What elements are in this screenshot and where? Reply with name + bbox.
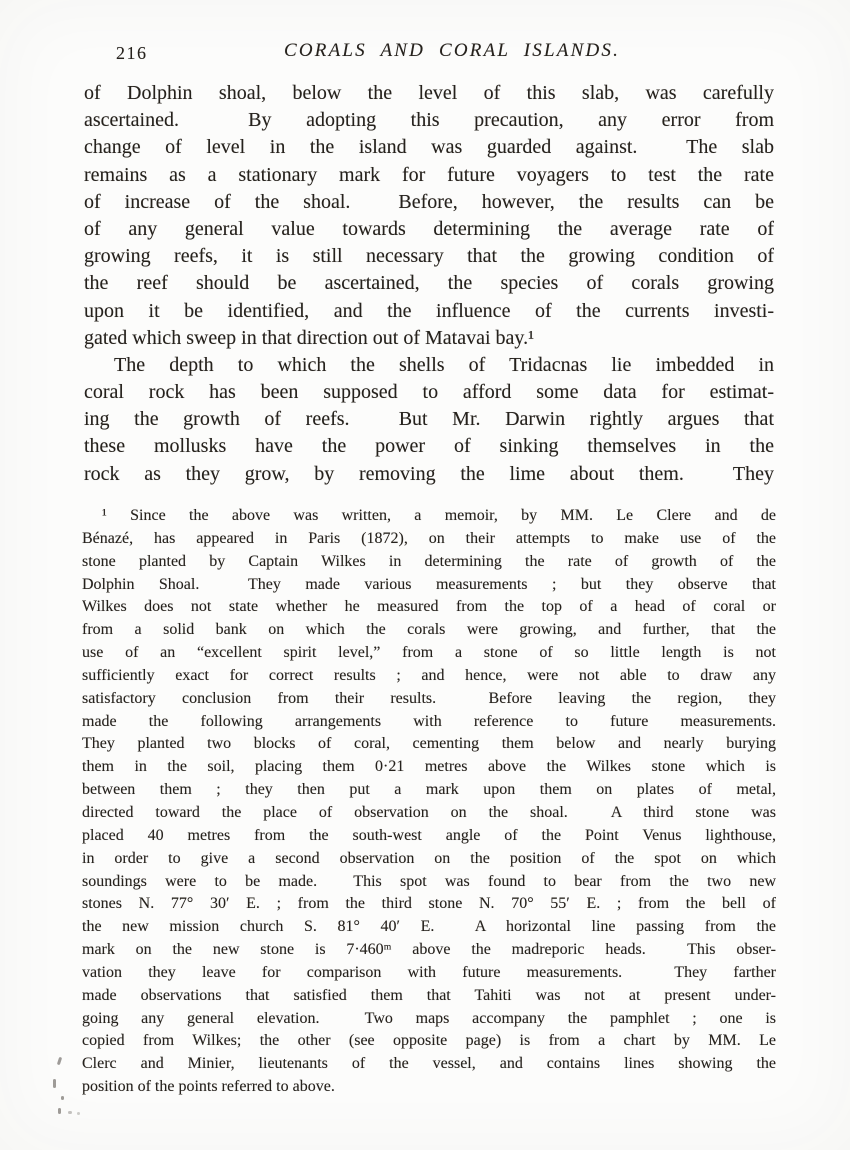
text-line: of Dolphin shoal, below the level of this slab, was carefully xyxy=(84,82,774,104)
page-number: 216 xyxy=(116,43,148,63)
text-line: upon it be identified, and the influence of the currents investi- xyxy=(84,299,774,322)
text-line: stones N. 77° 30′ E. ; from the third stone N. 70° 55′ E. ; from the bell of xyxy=(82,895,776,913)
text-line: The depth to which the shells of Tridacnas lie imbedded in xyxy=(114,353,774,376)
text-line: ing the growth of reefs. But Mr. Darwin rightly argues that xyxy=(84,408,774,431)
text-line: position of the points referred to above. xyxy=(82,1078,335,1096)
text-line: Wilkes does not state whether he measured from the top of a head of coral or xyxy=(82,598,776,616)
text-line: from a solid bank on which the corals were growing, and further, that the xyxy=(82,621,776,639)
scan-artifact xyxy=(61,1096,64,1100)
text-line: coral rock has been supposed to afford some data for estimat- xyxy=(84,381,774,404)
scan-artifact xyxy=(77,1112,80,1115)
text-line: growing reefs, it is still necessary that the growing condition of xyxy=(84,245,774,268)
text-line: of any general value towards determining the average rate of xyxy=(84,217,774,240)
footnote xyxy=(82,505,776,1099)
text-line: gated which sweep in that direction out of Matavai bay.¹ xyxy=(84,326,535,349)
text-line: in order to give a second observation on the position of the spot on which xyxy=(82,849,776,867)
text-line: made observations that satisfied them that Tahiti was not at present under- xyxy=(82,986,776,1004)
scan-artifact xyxy=(53,1079,56,1088)
text-line: stone planted by Captain Wilkes in determining the rate of growth of the xyxy=(82,552,776,570)
text-line: rock as they grow, by removing the lime about them. They xyxy=(84,462,774,485)
text-line: They planted two blocks of coral, cementing them below and nearly burying xyxy=(82,735,776,753)
text-line: Dolphin Shoal. They made various measurements ; but they observe that xyxy=(82,575,776,593)
scan-artifact xyxy=(57,1057,62,1066)
text-line: Bénazé, has appeared in Paris (1872), on their attempts to make use of the xyxy=(82,529,776,547)
text-line: them in the soil, placing them 0·21 metres above the Wilkes stone which is xyxy=(82,758,776,776)
paragraph-tridacnas xyxy=(84,352,774,488)
text-line: ascertained. By adopting this precaution, any error from xyxy=(84,109,774,132)
text-line: the new mission church S. 81° 40′ E. A horizontal line passing from the xyxy=(82,918,776,936)
text-line: soundings were to be made. This spot was found to bear from the two new xyxy=(82,872,776,890)
text-line: directed toward the place of observation on the shoal. A third stone was xyxy=(82,803,776,821)
scan-artifact xyxy=(68,1111,72,1114)
paragraph-continuation xyxy=(84,80,774,352)
text-line: made the following arrangements with reference to future measurements. xyxy=(82,712,776,730)
text-line: change of level in the island was guarded against. The slab xyxy=(84,136,774,159)
text-line: satisfactory conclusion from their results. Before leaving the region, they xyxy=(82,689,776,707)
text-line: sufficiently exact for correct results ; and hence, were not able to draw any xyxy=(82,666,776,684)
text-line: remains as a stationary mark for future voyagers to test the rate xyxy=(84,163,774,186)
text-line: of increase of the shoal. Before, however, the results can be xyxy=(84,190,774,213)
scan-artifact xyxy=(58,1108,61,1114)
text-line: copied from Wilkes; the other (see opposite page) is from a chart by MM. Le xyxy=(82,1032,776,1050)
text-line: the reef should be ascertained, the species of corals growing xyxy=(84,272,774,295)
text-line: use of an “excellent spirit level,” from a stone of so little length is not xyxy=(82,644,776,662)
body-text xyxy=(84,80,774,488)
text-line: between them ; they then put a mark upon them on plates of metal, xyxy=(82,781,776,799)
text-line: ¹ Since the above was written, a memoir, by MM. Le Clere and de xyxy=(102,507,776,524)
text-line: Clerc and Minier, lieutenants of the vessel, and contains lines showing the xyxy=(82,1055,776,1073)
text-line: vation they leave for comparison with future measurements. They farther xyxy=(82,963,776,981)
running-title: CORALS AND CORAL ISLANDS. xyxy=(283,40,621,61)
page-header xyxy=(84,40,774,70)
text-line: going any general elevation. Two maps accompany the pamphlet ; one is xyxy=(82,1009,776,1027)
text-line: these mollusks have the power of sinking themselves in the xyxy=(84,435,774,458)
text-line: mark on the new stone is 7·460ᵐ above the madreporic heads. This obser- xyxy=(82,941,776,959)
text-line: placed 40 metres from the south-west angle of the Point Venus lighthouse, xyxy=(82,826,776,844)
